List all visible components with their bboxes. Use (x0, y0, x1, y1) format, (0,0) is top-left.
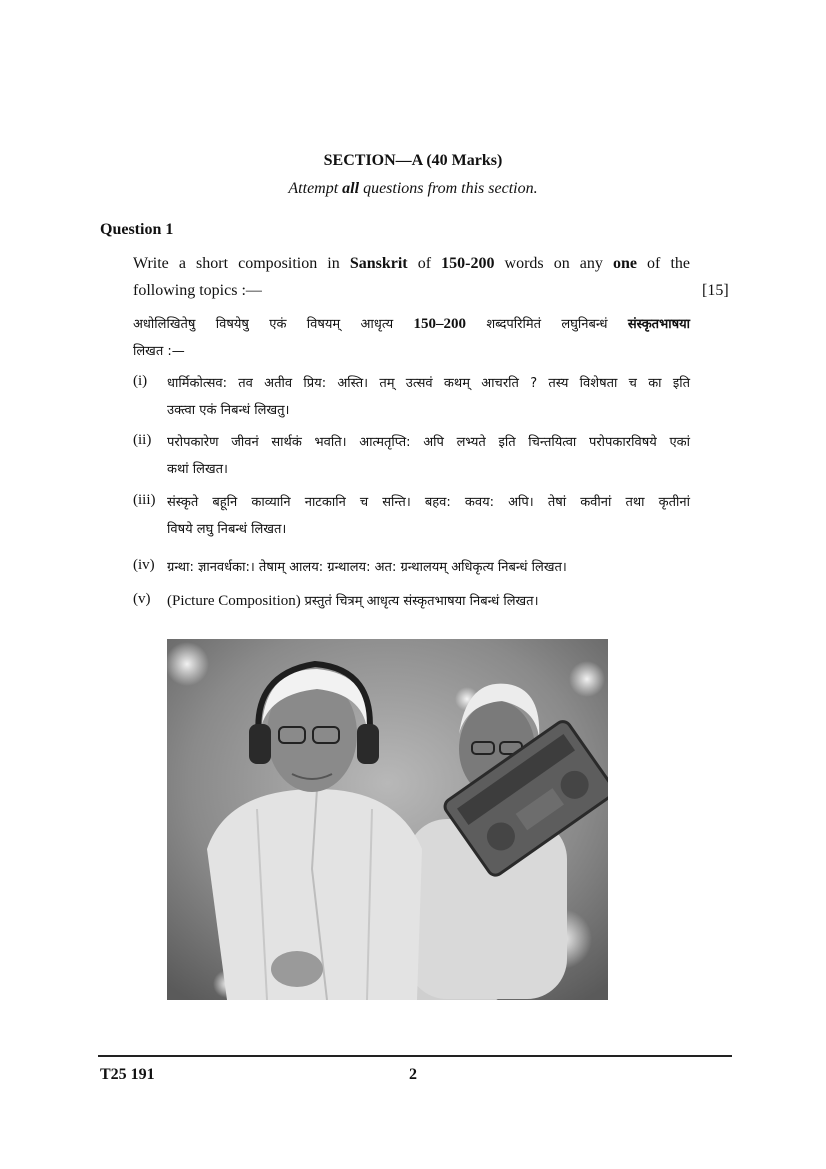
question-prompt-line-1: Write a short composition in Sanskrit of 150-200 words on any one of the (133, 255, 690, 272)
option-iv-line-1: ग्रन्था: ज्ञानवर्धका:। तेषाम् आलय: ग्रन्थालय: अत: ग्रन्थालयम् अधिकृत्य निबन्धं लिखत। (167, 560, 567, 575)
option-ii-line-2: कथां लिखत। (167, 462, 228, 477)
hindi-prompt-line-2: लिखत :— (133, 344, 185, 359)
option-label-ii: (ii) (133, 432, 152, 448)
option-label-i: (i) (133, 373, 148, 389)
option-iii-line-1: संस्कृते बहूनि काव्यानि नाटकानि च सन्ति। बहव: कवय: अपि। तेषां कवीनां तथा कृतीनां (167, 495, 690, 510)
option-i-line-1: धार्मिकोत्सव: तव अतीव प्रिय: अस्ति। तम् उत्सवं कथम् आचरति ? तस्य विशेषता च का इति (167, 376, 690, 391)
option-label-iii: (iii) (133, 492, 156, 508)
option-label-iv: (iv) (133, 557, 155, 573)
section-instruction: Attempt all questions from this section. (288, 180, 538, 197)
option-label-v: (v) (133, 591, 151, 607)
option-iii-line-2: विषये लघु निबन्धं लिखत। (167, 522, 287, 537)
option-ii-line-1: परोपकारेण जीवनं सार्थकं भवति। आत्मतृप्ति: अपि लभ्यते इति चिन्तयित्वा परोपकारविषये एकां (167, 435, 690, 450)
paper-code: T25 191 (100, 1066, 155, 1083)
option-v-line-1: (Picture Composition) प्रस्तुतं चित्रम् आधृत्य संस्कृतभाषया निबन्धं लिखत। (167, 593, 539, 609)
option-i-line-2: उक्त्वा एकं निबन्धं लिखतु। (167, 403, 290, 418)
marks-label: [15] (702, 282, 729, 299)
picture-composition-photo (167, 639, 608, 1000)
hindi-prompt-line-1: अधोलिखितेषु विषयेषु एकं विषयम् आधृत्य 150–200 शब्दपरिमितं लघुनिबन्धं संस्कृतभाषया (133, 316, 691, 332)
section-title: SECTION—A (40 Marks) (323, 152, 503, 169)
page-number: 2 (409, 1066, 417, 1083)
footer-divider (98, 1055, 732, 1057)
question-prompt-line-2: following topics :— (133, 282, 262, 299)
question-heading: Question 1 (100, 221, 174, 238)
